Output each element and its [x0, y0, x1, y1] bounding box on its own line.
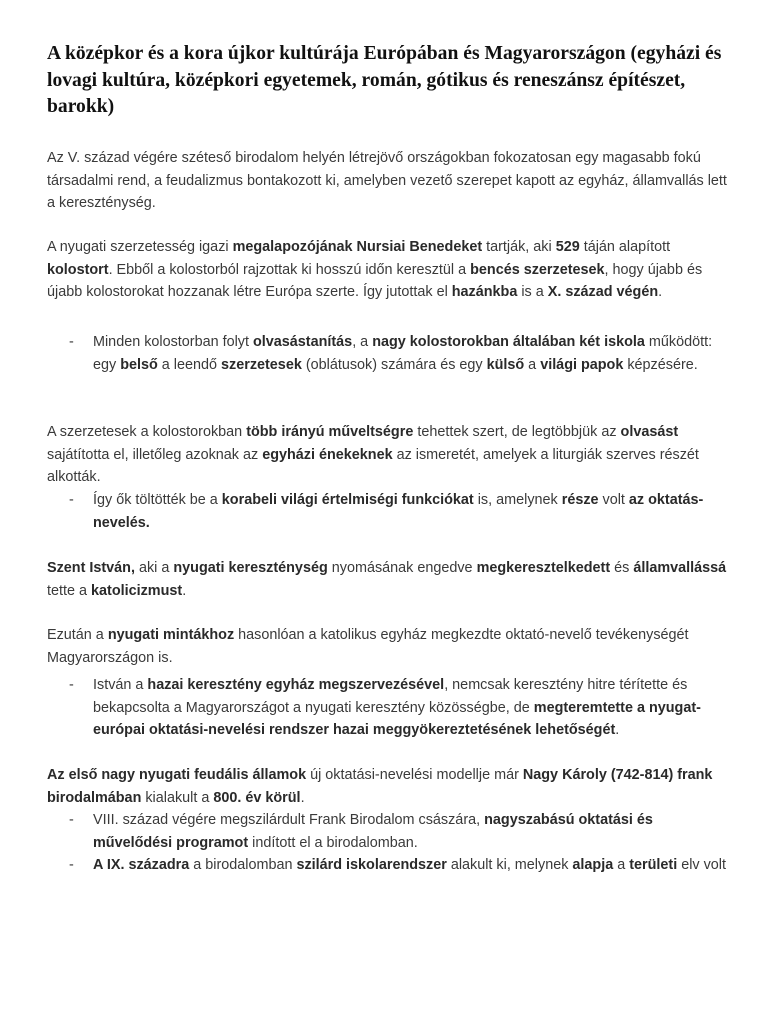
bullet-marker: -: [69, 812, 74, 828]
bold-run: megkeresztelkedett: [476, 560, 611, 576]
text-run: tartják, aki: [482, 239, 556, 255]
bullet-marker: -: [69, 677, 74, 693]
text-run: a leendő: [157, 356, 222, 373]
text-run: A nyugati szerzetesség igazi: [47, 239, 233, 255]
text-run: működött: egy: [93, 334, 713, 373]
bullet-marker: -: [69, 334, 74, 350]
text-run: Minden kolostorban folyt: [93, 334, 253, 350]
text-run: új oktatási-nevelési modellje már: [306, 767, 523, 783]
bold-run: alapja: [572, 857, 614, 873]
bold-run: az oktatás-nevelés.: [93, 492, 704, 531]
bullet-marker: -: [69, 857, 74, 873]
text-run: kialakult a: [141, 789, 214, 806]
bold-run: szilárd iskolarendszer: [296, 857, 447, 873]
document-title: A középkor és a kora újkor kultúrája Európában és Magyarországon (egyházi és lovagi kultúra, középkori egyetemek, román, gótikus és reneszánsz építészet, barokk): [47, 43, 722, 117]
text-run: Így ők töltötték be a: [93, 492, 222, 508]
text-run: tehettek szert, de legtöbbjük az: [413, 424, 621, 440]
text-run: nyomásának engedve: [327, 560, 477, 576]
text-run: (oblátusok) számára és egy: [301, 356, 487, 373]
text-run: .: [300, 789, 305, 806]
bold-run: katolicizmust: [91, 582, 183, 599]
bullet-item-church-organization: [69, 674, 729, 742]
text-run: tette a: [47, 582, 92, 599]
bold-run: nagy kolostorokban általában két iskola: [372, 334, 645, 350]
bold-run: belső: [120, 356, 158, 373]
bullet-item-school-system: [69, 854, 729, 877]
bold-run: világi papok: [540, 356, 624, 373]
text-run: volt: [598, 492, 629, 508]
bold-run: bencés szerzetesek: [470, 261, 605, 278]
text-run: a: [613, 857, 630, 873]
paragraph-feudal-states: [47, 764, 737, 809]
paragraph-feudalism: [47, 147, 737, 215]
bold-run: hazai keresztény egyház megszervezésével: [147, 677, 445, 693]
bold-run: nyugati mintákhoz: [107, 627, 235, 643]
bold-run: területi: [629, 857, 678, 873]
bullet-item-monastery-schools: [69, 331, 729, 376]
text-run: A szerzetesek a kolostorokban: [47, 424, 247, 440]
text-run: .: [615, 722, 620, 738]
text-run: hasonlóan a katolikus egyház megkezdte oktató-nevelő tevékenységét Magyarországon is.: [47, 627, 689, 666]
paragraph-monk-education: [47, 421, 737, 489]
bold-run: A IX. századra: [93, 857, 190, 873]
bullet-marker: -: [69, 492, 74, 508]
text-run: .: [658, 284, 663, 300]
bold-run: államvallássá: [633, 560, 727, 576]
text-run: . Ebből a kolostorból rajzottak ki hosszú időn keresztül a: [108, 261, 471, 278]
bold-run: része: [561, 492, 599, 508]
text-run: táján alapított: [579, 239, 671, 255]
text-run: alakult ki, melynek: [446, 857, 573, 873]
bold-run: nyugati kereszténység: [173, 560, 328, 576]
bold-run: 529: [555, 239, 580, 255]
bold-run: egyházi énekeknek: [262, 446, 393, 463]
bold-run: olvasást: [620, 424, 679, 440]
text-run: képzésére.: [623, 356, 698, 373]
bold-run: olvasástanítás: [252, 334, 353, 350]
text-run: István a: [93, 677, 148, 693]
text-run: az ismeretét, amelyek a liturgiák szerves részét alkották.: [47, 446, 699, 485]
paragraph-benedictines: [47, 236, 737, 304]
bold-run: külső: [486, 356, 525, 373]
paragraph-saint-stephen: [47, 557, 737, 602]
bold-run: Szent István,: [47, 560, 135, 576]
bullet-item-frankish-program: [69, 809, 729, 854]
bold-run: Nagy Károly (742-814) frank birodalmában: [47, 767, 713, 806]
bold-run: X. század végén: [547, 284, 659, 300]
bold-run: szerzetesek: [221, 356, 302, 373]
text-run: , nemcsak keresztény hitre térítette és bekapcsolta a Magyarországot a nyugati keresztény közösségbe, de: [93, 677, 688, 716]
text-run: sajátította el, illetőleg azoknak az: [47, 446, 263, 463]
bold-run: Az első nagy nyugati feudális államok: [47, 767, 307, 783]
text-run: elv volt: [677, 857, 726, 873]
text-run: és: [610, 560, 634, 576]
text-run: .: [182, 582, 187, 599]
bold-run: korabeli világi értelmiségi funkciókat: [221, 492, 474, 508]
text-run: , a: [352, 334, 373, 350]
text-run: Az V. század végére széteső birodalom helyén létrejövő országokban fokozatosan egy magasabb fokú társadalmi rend, a feudalizmus bontakozott ki, amelyben vezető szerepet kapott az egyház, államvallás lett a kereszténység.: [47, 150, 727, 211]
text-run: is, amelynek: [473, 492, 562, 508]
text-run: VIII. század végére megszilárdult Frank Birodalom császára,: [93, 812, 485, 828]
bold-run: hazánkba: [451, 284, 518, 300]
text-run: a birodalomban: [189, 857, 297, 873]
bold-run: nagyszabású oktatási és művelődési programot: [93, 812, 653, 851]
text-run: is a: [517, 284, 548, 300]
text-run: aki a: [134, 560, 174, 576]
bold-run: több irányú műveltségre: [246, 424, 414, 440]
paragraph-western-models: [47, 624, 737, 669]
bold-run: kolostort: [47, 261, 109, 278]
text-run: indított el a birodalomban.: [248, 834, 418, 851]
bold-run: megteremtette a nyugat-európai oktatási-nevelési rendszer hazai meggyökereztetésének lehetőségét: [93, 699, 701, 738]
bullet-item-intellectual-functions: [69, 489, 729, 534]
bold-run: megalapozójának Nursiai Benedeket: [232, 239, 483, 255]
text-run: a: [524, 356, 541, 373]
bold-run: 800. év körül: [213, 789, 301, 806]
text-run: , hogy újabb és újabb kolostorokat hozzanak létre Európa szerte. Így jutottak el: [47, 261, 703, 300]
text-run: Ezután a: [47, 627, 108, 643]
